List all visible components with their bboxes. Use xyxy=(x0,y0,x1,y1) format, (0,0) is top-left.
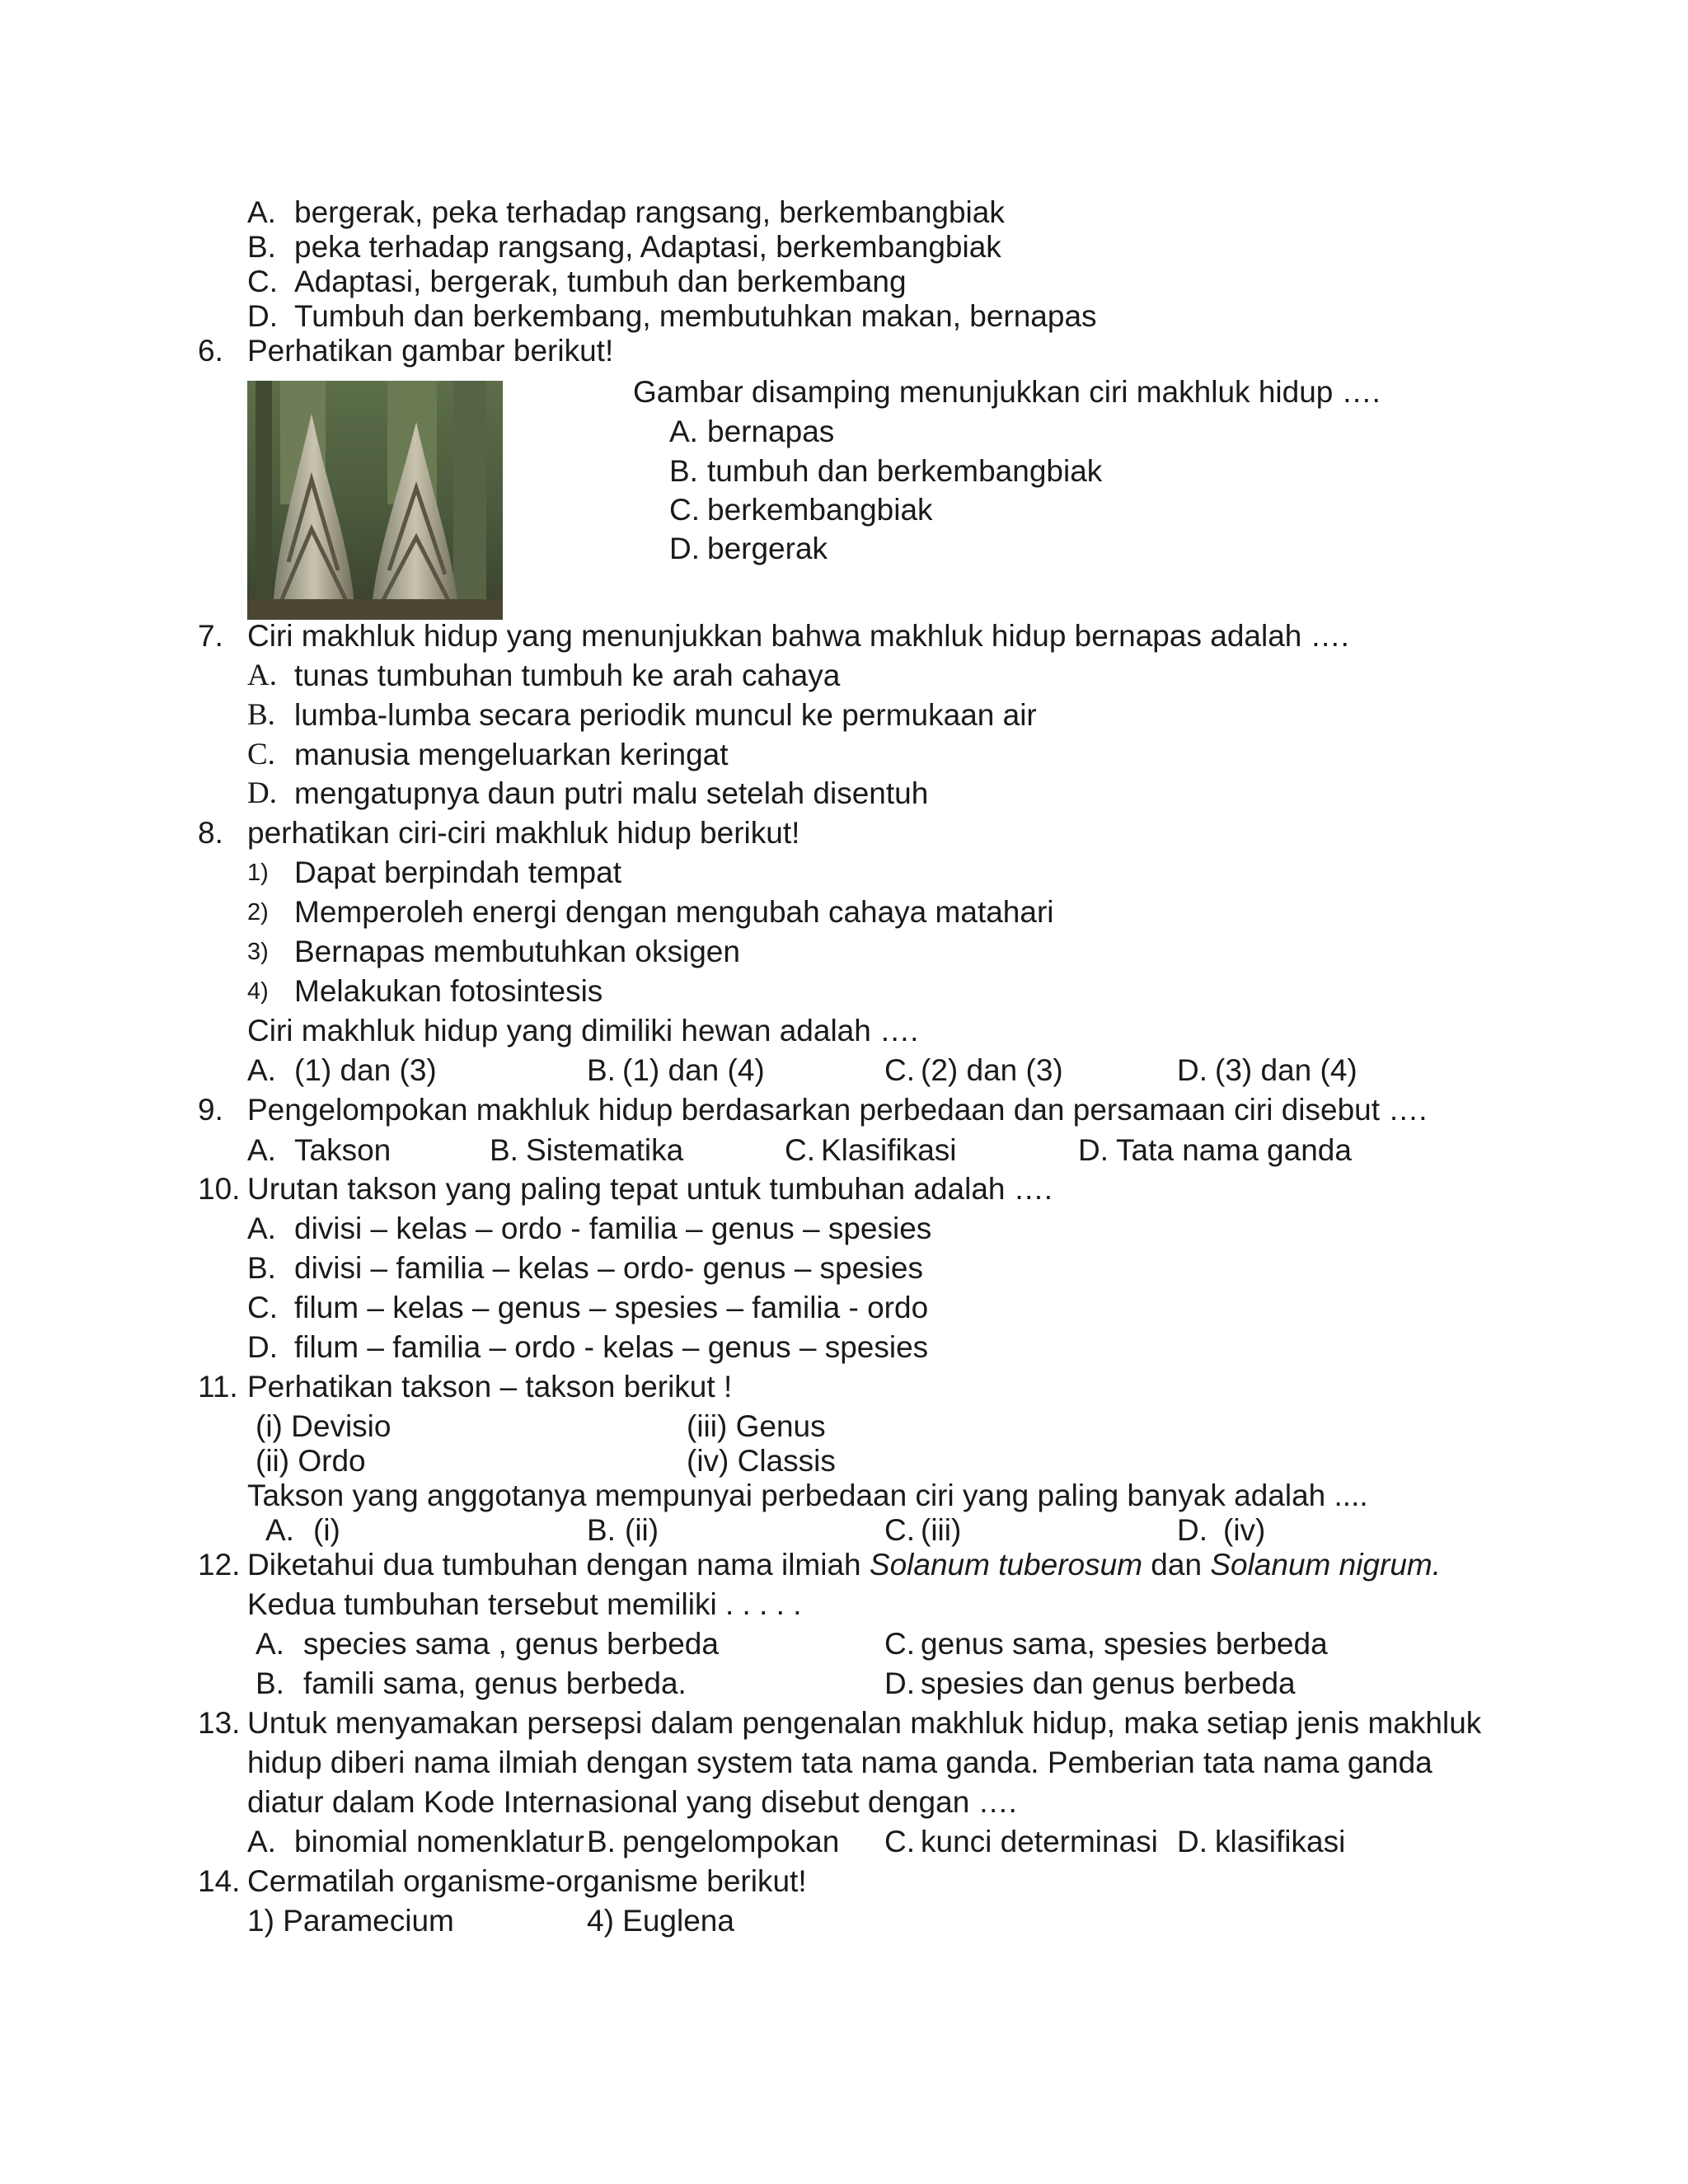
q14-question: Cermatilah organisme-organisme berikut! xyxy=(247,1864,807,1898)
q8-item-3: Bernapas membutuhkan oksigen xyxy=(294,935,740,968)
bamboo-shoots-photo xyxy=(247,381,503,620)
q12-option-a: A. xyxy=(256,1627,284,1661)
q8-option-c-text: (2) dan (3) xyxy=(921,1053,1063,1087)
q11-number: 11. xyxy=(198,1370,238,1404)
q12-line2: Kedua tumbuhan tersebut memiliki . . . . . xyxy=(247,1587,802,1621)
q11-option-a-text: (i) xyxy=(313,1513,340,1547)
q11-item-iv: (iv) Classis xyxy=(687,1444,836,1478)
q13-option-c-text: kunci determinasi xyxy=(921,1825,1158,1858)
q11-option-d-text: (iv) xyxy=(1223,1513,1266,1547)
q8-item-3-num: 3) xyxy=(247,939,269,965)
q6-option-b: B. xyxy=(669,454,698,488)
q8-option-c: C. xyxy=(884,1053,915,1087)
q6-option-d-text: bergerak xyxy=(707,532,828,565)
q10-question: Urutan takson yang paling tepat untuk tumbuhan adalah …. xyxy=(247,1172,1053,1206)
q11-item-ii: (ii) Ordo xyxy=(256,1444,366,1478)
q5-option-a-text: bergerak, peka terhadap rangsang, berkembangbiak xyxy=(294,195,1005,229)
q12-species-2: Solanum nigrum. xyxy=(1210,1548,1441,1582)
q8-item-4: Melakukan fotosintesis xyxy=(294,974,603,1008)
q8-option-b-text: (1) dan (4) xyxy=(622,1053,765,1087)
q14-item-1: 1) Paramecium xyxy=(247,1904,454,1938)
q10-option-c: C. xyxy=(247,1291,278,1324)
q10-option-a-text: divisi – kelas – ordo - familia – genus – spesies xyxy=(294,1212,932,1245)
q13-option-d: D. xyxy=(1177,1825,1207,1858)
q13-option-b: B. xyxy=(587,1825,616,1858)
q6-option-a: A. xyxy=(669,415,698,448)
q12-option-d: D. xyxy=(884,1666,915,1700)
q7-option-c-text: manusia mengeluarkan keringat xyxy=(294,738,729,771)
q13-option-c: C. xyxy=(884,1825,915,1858)
q5-option-d: D. xyxy=(247,299,278,333)
q9-number: 9. xyxy=(198,1093,223,1127)
q11-option-a: A. xyxy=(265,1513,294,1547)
q13-option-b-text: pengelompokan xyxy=(622,1825,840,1858)
q5-option-b: B. xyxy=(247,230,276,264)
q11-option-c: C. xyxy=(884,1513,915,1547)
q12-question xyxy=(247,1548,1441,1582)
q7-option-b-text: lumba-lumba secara periodik muncul ke permukaan air xyxy=(294,698,1037,732)
q13-line-3: diatur dalam Kode Internasional yang disebut dengan …. xyxy=(247,1785,1017,1819)
q12-question-a: Diketahui dua tumbuhan dengan nama ilmiah xyxy=(247,1548,870,1582)
q14-item-4: 4) Euglena xyxy=(587,1904,734,1938)
q7-option-c: C. xyxy=(247,738,275,771)
q12-option-a-text: species sama , genus berbeda xyxy=(303,1627,719,1661)
q12-option-b-text: famili sama, genus berbeda. xyxy=(303,1666,687,1700)
q8-option-b: B. xyxy=(587,1053,616,1087)
q12-option-b: B. xyxy=(256,1666,284,1700)
q11-item-i: (i) Devisio xyxy=(256,1409,392,1443)
q8-item-1: Dapat berpindah tempat xyxy=(294,855,621,889)
q12-species-1: Solanum tuberosum xyxy=(869,1548,1143,1582)
q8-item-4-num: 4) xyxy=(247,978,269,1005)
q7-question: Ciri makhluk hidup yang menunjukkan bahwa makhluk hidup bernapas adalah …. xyxy=(247,619,1349,653)
q8-number: 8. xyxy=(198,816,223,850)
q9-option-d-text: Tata nama ganda xyxy=(1116,1133,1352,1167)
q10-option-d-text: filum – familia – ordo - kelas – genus – spesies xyxy=(294,1330,929,1364)
q8-question: perhatikan ciri-ciri makhluk hidup berikut! xyxy=(247,816,800,850)
q9-option-a-text: Takson xyxy=(294,1133,392,1167)
q11-option-c-text: (iii) xyxy=(921,1513,962,1547)
q12-question-b: dan xyxy=(1142,1548,1211,1582)
q5-option-d-text: Tumbuh dan berkembang, membutuhkan makan, bernapas xyxy=(294,299,1097,333)
q9-option-c: C. xyxy=(785,1133,815,1167)
q8-option-a: A. xyxy=(247,1053,276,1087)
q8-item-1-num: 1) xyxy=(247,860,269,886)
q12-option-c-text: genus sama, spesies berbeda xyxy=(921,1627,1328,1661)
q11-option-d: D. xyxy=(1177,1513,1207,1547)
q6-prompt: Gambar disamping menunjukkan ciri makhluk hidup …. xyxy=(633,375,1381,409)
q7-option-b: B. xyxy=(247,698,275,732)
q13-option-a-text: binomial nomenklatur xyxy=(294,1825,584,1858)
q9-option-b: B. xyxy=(490,1133,518,1167)
q9-question: Pengelompokan makhluk hidup berdasarkan perbedaan dan persamaan ciri disebut …. xyxy=(247,1093,1428,1127)
q11-prompt: Takson yang anggotanya mempunyai perbedaan ciri yang paling banyak adalah .... xyxy=(247,1479,1368,1512)
q6-option-d: D. xyxy=(669,532,700,565)
q8-item-2: Memperoleh energi dengan mengubah cahaya matahari xyxy=(294,895,1054,929)
q11-option-b-text: (ii) xyxy=(625,1513,659,1547)
q9-option-b-text: Sistematika xyxy=(526,1133,684,1167)
q6-option-c: C. xyxy=(669,493,700,527)
q6-question: Perhatikan gambar berikut! xyxy=(247,334,614,368)
q14-number: 14. xyxy=(198,1864,241,1898)
q13-option-d-text: klasifikasi xyxy=(1215,1825,1346,1858)
q9-option-a: A. xyxy=(247,1133,276,1167)
q12-option-c: C. xyxy=(884,1627,915,1661)
q13-option-a: A. xyxy=(247,1825,276,1858)
q13-number: 13. xyxy=(198,1706,241,1740)
bamboo-shoots-icon xyxy=(247,381,503,620)
q13-line-2: hidup diberi nama ilmiah dengan system tata nama ganda. Pemberian tata nama ganda xyxy=(247,1746,1432,1779)
q7-number: 7. xyxy=(198,619,223,653)
q5-option-c-text: Adaptasi, bergerak, tumbuh dan berkembang xyxy=(294,265,907,298)
q11-question: Perhatikan takson – takson berikut ! xyxy=(247,1370,733,1404)
q9-option-d: D. xyxy=(1078,1133,1109,1167)
q11-option-b: B. xyxy=(587,1513,616,1547)
q12-number: 12. xyxy=(198,1548,241,1582)
q9-option-c-text: Klasifikasi xyxy=(821,1133,957,1167)
q12-option-d-text: spesies dan genus berbeda xyxy=(921,1666,1296,1700)
q5-option-b-text: peka terhadap rangsang, Adaptasi, berkembangbiak xyxy=(294,230,1001,264)
q7-option-a: A. xyxy=(247,658,277,692)
q7-option-d: D. xyxy=(247,776,277,810)
q13-line-1: Untuk menyamakan persepsi dalam pengenalan makhluk hidup, maka setiap jenis makhluk xyxy=(247,1706,1482,1740)
q8-option-d: D. xyxy=(1177,1053,1207,1087)
q8-item-2-num: 2) xyxy=(247,899,269,926)
q6-option-b-text: tumbuh dan berkembangbiak xyxy=(707,454,1103,488)
q10-number: 10. xyxy=(198,1172,241,1206)
q8-option-d-text: (3) dan (4) xyxy=(1215,1053,1357,1087)
q10-option-b: B. xyxy=(247,1251,276,1285)
q6-option-a-text: bernapas xyxy=(707,415,835,448)
q7-option-a-text: tunas tumbuhan tumbuh ke arah cahaya xyxy=(294,658,841,692)
q11-item-iii: (iii) Genus xyxy=(687,1409,826,1443)
q8-option-a-text: (1) dan (3) xyxy=(294,1053,437,1087)
q6-number: 6. xyxy=(198,334,223,368)
q6-option-c-text: berkembangbiak xyxy=(707,493,933,527)
q10-option-d: D. xyxy=(247,1330,278,1364)
q10-option-a: A. xyxy=(247,1212,276,1245)
q5-option-c: C. xyxy=(247,265,278,298)
q10-option-b-text: divisi – familia – kelas – ordo- genus – spesies xyxy=(294,1251,923,1285)
q10-option-c-text: filum – kelas – genus – spesies – familia - ordo xyxy=(294,1291,929,1324)
q5-option-a: A. xyxy=(247,195,276,229)
q7-option-d-text: mengatupnya daun putri malu setelah disentuh xyxy=(294,776,929,810)
q8-prompt: Ciri makhluk hidup yang dimiliki hewan adalah …. xyxy=(247,1014,919,1047)
